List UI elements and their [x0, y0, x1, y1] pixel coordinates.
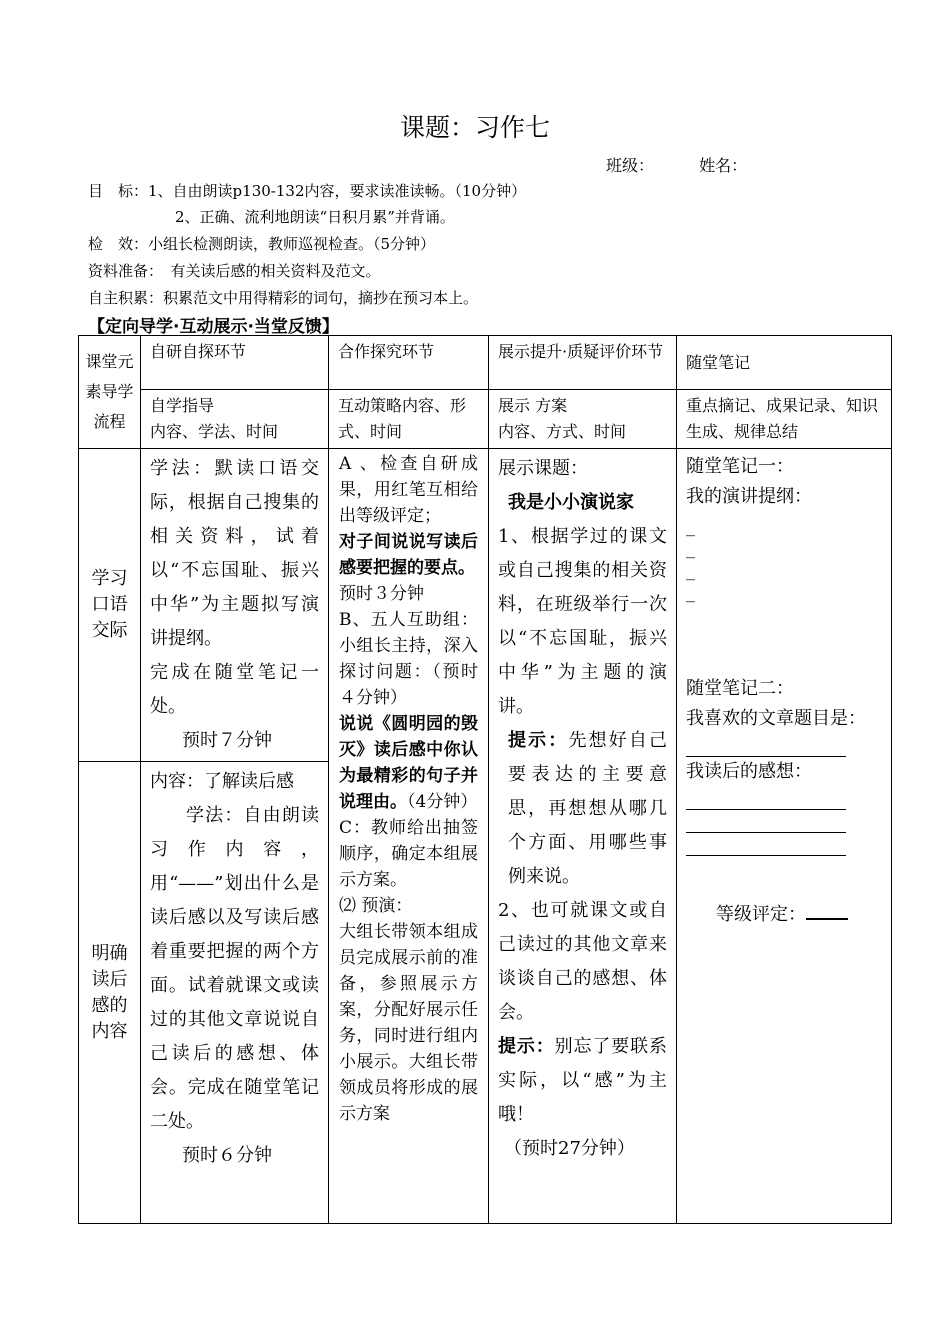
grade-blank[interactable] [806, 918, 848, 920]
c3-tip2-label: 提示： [498, 1036, 555, 1057]
c2-rehearsal: 大组长带领本组成员完成展示前的准备，参照展示方案，分配好展示任务，同时进行组内小展示。大组长带领成员将形成的展示方案 [339, 922, 478, 1124]
row1-label: 学习口语交际 [79, 449, 141, 762]
outline-blank: _ [686, 538, 695, 559]
row2-label: 明确读后感的内容 [79, 762, 141, 1224]
c3-time: （预时27分钟） [504, 1138, 635, 1159]
row2-method: 学法：自由朗读习作内容，用“——”划出什么是读后感以及写读后感着重要把握的两个方面。试着就课文或读过的其他文章说说自己读后的感想、体会。完成在随堂笔记二处。 [150, 805, 319, 1132]
col4-header: 随堂笔记 [677, 336, 892, 390]
c3-topic-label: 展示课题： [498, 458, 588, 479]
c2-time-a: 预时３分钟 [339, 584, 424, 604]
row1-time: 预时７分钟 [182, 730, 272, 751]
note2-title: 随堂笔记二： [686, 678, 794, 699]
class-label: 班级： [606, 156, 655, 175]
feeling-blank-line[interactable] [686, 833, 846, 856]
feeling-blank-line[interactable] [686, 787, 846, 810]
outline-blank: _ [686, 560, 695, 581]
row2-time: 预时６分钟 [182, 1145, 272, 1166]
lesson-table [78, 335, 892, 1224]
outline-blank: _ [686, 516, 695, 537]
c3-tip2: 别忘了要联系实际，以“感”为主哦！ [498, 1036, 667, 1125]
favorite-blank-line[interactable] [686, 734, 846, 757]
col2-header: 合作探究环节 [329, 336, 489, 390]
feeling-blank-line[interactable] [686, 810, 846, 833]
outline-blank: _ [686, 582, 695, 603]
col3-body-cell [489, 449, 677, 1224]
grade-label: 等级评定： [716, 904, 806, 925]
sub2-header: 互动策略内容、形式、时间 [329, 390, 489, 449]
note1-outline: 我的演讲提纲： [686, 486, 812, 507]
row2-col1-cell [141, 762, 329, 1224]
check-line: 检 效：小组长检测朗读，教师巡视检查。（5分钟） [88, 235, 436, 253]
c2-pair-talk: 对子间说说写读后感要把握的要点。 [339, 532, 478, 578]
c2-teacher: C：教师给出抽签顺序，确定本组展示方案。 [339, 818, 478, 890]
note2-feeling: 我读后的感想： [686, 761, 812, 782]
sub1-header: 自学指导 内容、学法、时间 [141, 390, 329, 449]
accumulate-line: 自主积累：积累范文中用得精彩的词句，摘抄在预习本上。 [88, 289, 479, 307]
goal-1: 1、自由朗读p130-132内容，要求读准读畅。（10分钟） [148, 182, 527, 200]
row1-col1-cell [141, 449, 329, 762]
row2-content: 内容：了解读后感 [150, 771, 294, 792]
name-label: 姓名： [699, 156, 748, 175]
sub4-header: 重点摘记、成果记录、知识生成、规律总结 [677, 390, 892, 449]
outline-blanks [686, 516, 882, 604]
goal-label: 目 标： [88, 182, 149, 200]
c2-check: A 、检查自研成果，用红笔互相给出等级评定； [339, 454, 478, 526]
class-name-line [606, 153, 787, 176]
c3-tip1: 先想好自己要表达的主要意思，再想想从哪几个方面、用哪些事例来说。 [508, 730, 668, 887]
col3-header: 展示提升·质疑评价环节 [489, 336, 677, 390]
col4-body-cell [677, 449, 892, 1224]
row1-complete: 完成在随堂笔记一处。 [150, 662, 319, 717]
sub3-header: 展示 方案 内容、方式、时间 [489, 390, 677, 449]
c3-item2: 2、也可就课文或自己读过的其他文章来谈谈自己的感想、体会。 [498, 900, 667, 1023]
materials-line: 资料准备： 有关读后感的相关资料及范文。 [88, 262, 381, 280]
c2-question: 说说《圆明园的毁灭》读后感中你认为最精彩的句子并说理由。 [339, 714, 478, 812]
c3-item1: 1、根据学过的课文或自己搜集的相关资料，在班级举行一次以“不忘国耻，振兴中华”为主题的演讲。 [498, 526, 667, 717]
c2-rehearsal-label: ⑵ 预演： [339, 896, 413, 916]
c3-tip1-label: 提示： [508, 730, 569, 751]
c3-topic: 我是小小演说家 [508, 492, 634, 513]
head-left-cell: 课堂元素导学流程 [79, 336, 141, 449]
section-title: 【定向导学·互动展示·当堂反馈】 [88, 317, 339, 337]
note1-title: 随堂笔记一： [686, 456, 794, 477]
goal-line-1 [88, 180, 526, 201]
col1-header: 自研自探环节 [141, 336, 329, 390]
goal-2: 2、正确、流利地朗读“日积月累”并背诵。 [175, 208, 455, 226]
row1-method: 学法：默读口语交际，根据自己搜集的相关资料，试着以“不忘国耻、振兴中华”为主题拟写演讲提纲。 [150, 458, 319, 649]
col2-body-cell [329, 449, 489, 1224]
c2-group: B、五人互助组：小组长主持，深入探讨问题：（预时４分钟） [339, 610, 478, 708]
grade-line [686, 900, 882, 930]
c2-time-b: （4分钟） [407, 792, 478, 812]
note2-favorite: 我喜欢的文章题目是： [686, 708, 866, 729]
page-title: 课题：习作七 [399, 113, 550, 142]
